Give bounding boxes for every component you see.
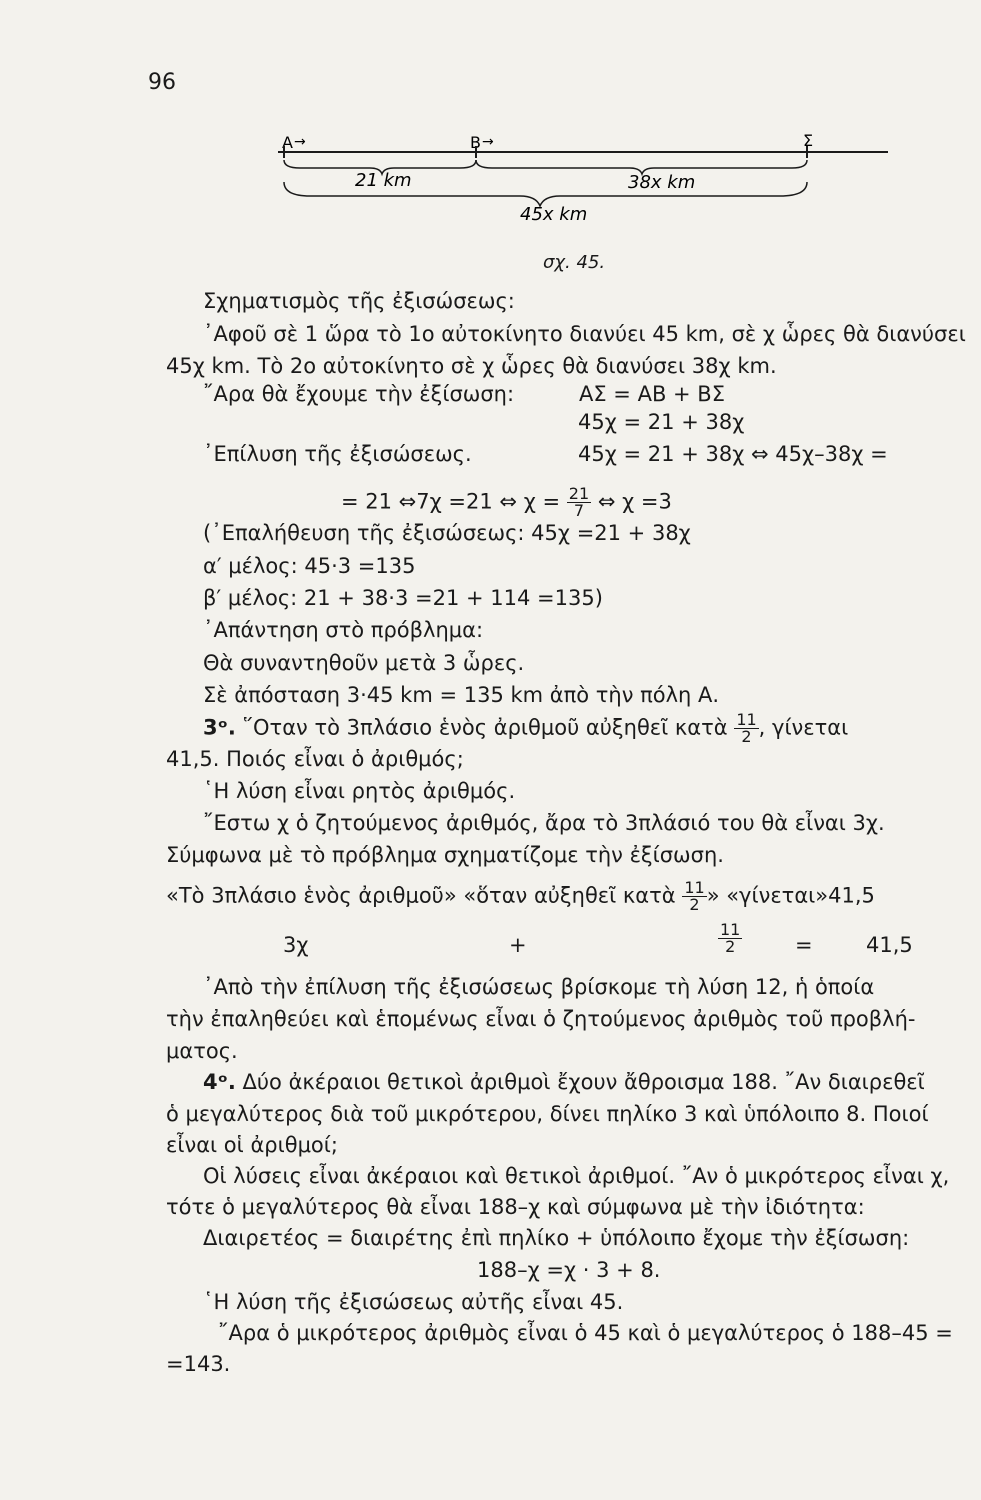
eq-fraction: [718, 922, 742, 955]
text-line-2: ᾿Αφοῦ σὲ 1 ὥρα τὸ 1ο αὐτοκίνητο διανύει 45 km, σὲ χ ὧρες θὰ διανύσει: [203, 322, 966, 346]
problem-3-text: ῞Οταν τὸ 3πλάσιο ἑνὸς ἀριθμοῦ αὐξηθεῖ κατὰ: [242, 715, 728, 740]
text-line-16: ῾Η λύση εἶναι ρητὸς ἀριθμός.: [203, 779, 516, 803]
eq-equals: =: [795, 933, 813, 957]
equation-line-30: 188–χ =χ · 3 + 8.: [477, 1258, 661, 1282]
equation-line-7: [341, 486, 672, 519]
fraction-denominator: 2: [689, 895, 700, 914]
fraction-denominator: 2: [725, 937, 736, 956]
figure-caption: σχ. 45.: [543, 252, 606, 273]
text-line-11: ᾿Απάντηση στὸ πρόβλημα:: [203, 618, 484, 642]
equation-7a: = 21 ⇔7χ =21 ⇔ χ =: [341, 489, 561, 514]
text-line-31: ῾Η λύση τῆς ἐξισώσεως αὐτῆς εἶναι 45.: [203, 1290, 624, 1314]
eq-3x: 3χ: [283, 933, 309, 957]
text-line-27: Οἱ λύσεις εἶναι ἀκέραιοι καὶ θετικοὶ ἀριθμοί. ῎Αν ὁ μικρότερος εἶναι χ,: [203, 1164, 950, 1188]
fraction-denominator: 7: [573, 501, 585, 520]
text-line-25: ὁ μεγαλύτερος διὰ τοῦ μικρότερου, δίνει πηλίκο 3 καὶ ὑπόλοιπο 8. Ποιοί: [166, 1102, 929, 1126]
text-line-3: 45χ km. Τὸ 2ο αὐτοκίνητο σὲ χ ὧρες θὰ διανύσει 38χ km.: [166, 354, 777, 378]
fraction-numerator: 11: [736, 710, 757, 729]
arrow-a-icon: →: [294, 134, 306, 150]
distance-diagram: [0, 0, 981, 260]
text-line-32: ῎Αρα ὁ μικρότερος ἀριθμὸς εἶναι ὁ 45 καὶ ὁ μεγαλύτερος ὁ 188–45 =: [218, 1321, 953, 1345]
fraction-11-2: [682, 880, 706, 913]
text-line-21: ᾿Απὸ τὴν ἐπίλυση τῆς ἐξισώσεως βρίσκομε τὴ λύση 12, ἡ ὁποία: [203, 975, 875, 999]
label-b: B: [470, 133, 481, 152]
text-line-29: Διαιρετέος = διαιρέτης ἐπὶ πηλίκο + ὑπόλοιπο ἔχομε τὴν ἐξίσωση:: [203, 1226, 910, 1250]
text-line-17: ῎Εστω χ ὁ ζητούμενος ἀριθμός, ἄρα τὸ 3πλάσιό του θὰ εἶναι 3χ.: [203, 811, 885, 835]
arrow-b-icon: →: [482, 134, 494, 150]
seg-as-label: 45x km: [520, 204, 588, 225]
label-a: A: [282, 133, 293, 152]
fraction-numerator: 11: [684, 878, 705, 897]
text-line-13: Σὲ ἀπόσταση 3·45 km = 135 km ἀπὸ τὴν πόλη Α.: [203, 683, 720, 707]
text-line-10: β′ μέλος: 21 + 38·3 =21 + 114 =135): [203, 586, 603, 610]
text-line-28: τότε ὁ μεγαλύτερος θὰ εἶναι 188–χ καὶ σύμφωνα μὲ τὴν ἰδιότητα:: [166, 1195, 865, 1219]
eq-result: 41,5: [866, 933, 913, 957]
fraction-denominator: 2: [741, 727, 752, 746]
text-line-1: Σχηματισμὸς τῆς ἐξισώσεως:: [203, 289, 515, 313]
eq-plus: +: [509, 933, 527, 957]
line-19a: «Τὸ 3πλάσιο ἑνὸς ἀριθμοῦ» «ὅταν αὐξηθεῖ κατὰ: [166, 883, 676, 908]
fraction-11-2: [734, 712, 758, 745]
problem-4-line: [203, 1069, 925, 1095]
text-line-12: Θὰ συναντηθοῦν μετὰ 3 ὧρες.: [203, 651, 525, 675]
problem-3-tail: , γίνεται: [758, 715, 849, 740]
fraction-21-7: [567, 486, 591, 519]
problem-number-4: 4ᵒ.: [203, 1070, 236, 1094]
equation-line-5: 45χ = 21 + 38χ: [578, 410, 745, 434]
text-line-9: α′ μέλος: 45·3 =135: [203, 554, 416, 578]
text-line-33: =143.: [166, 1352, 231, 1376]
equation-line-4b: ΑΣ = ΑΒ + ΒΣ: [579, 382, 725, 406]
text-line-26: εἶναι οἱ ἀριθμοί;: [166, 1133, 338, 1157]
fraction-11-2: [718, 922, 742, 955]
label-s: Σ: [803, 131, 814, 150]
line-19b: » «γίνεται»41,5: [706, 883, 875, 908]
text-line-4a: ῎Αρα θὰ ἔχουμε τὴν ἐξίσωση:: [203, 382, 515, 406]
text-line-18: Σύμφωνα μὲ τὸ πρόβλημα σχηματίζομε τὴν ἐξίσωση.: [166, 843, 724, 867]
equation-line-6b: 45χ = 21 + 38χ ⇔ 45χ–38χ =: [578, 442, 888, 466]
problem-number-3: 3ᵒ.: [203, 715, 236, 740]
problem-4-text: Δύο ἀκέραιοι θετικοὶ ἀριθμοὶ ἔχουν ἄθροισμα 188. ῎Αν διαιρεθεῖ: [242, 1070, 925, 1094]
seg-ab-label: 21 km: [355, 170, 412, 191]
text-line-6a: ᾿Επίλυση τῆς ἐξισώσεως.: [203, 442, 472, 466]
fraction-numerator: 11: [720, 920, 741, 939]
text-line-8: (᾿Επαλήθευση τῆς ἐξισώσεως: 45χ =21 + 38χ: [203, 521, 691, 545]
seg-bs-label: 38x km: [628, 172, 696, 193]
fraction-numerator: 21: [568, 484, 590, 503]
text-line-23: ματος.: [166, 1039, 238, 1063]
text-line-22: τὴν ἐπαληθεύει καὶ ἑπομένως εἶναι ὁ ζητούμενος ἀριθμὸς τοῦ προβλή-: [166, 1007, 916, 1031]
equation-7b: ⇔ χ =3: [597, 489, 672, 514]
page-number: 96: [148, 70, 176, 95]
text-line-19: [166, 880, 875, 913]
problem-3-line: [203, 712, 848, 745]
text-line-15: 41,5. Ποιός εἶναι ὁ ἀριθμός;: [166, 747, 464, 771]
